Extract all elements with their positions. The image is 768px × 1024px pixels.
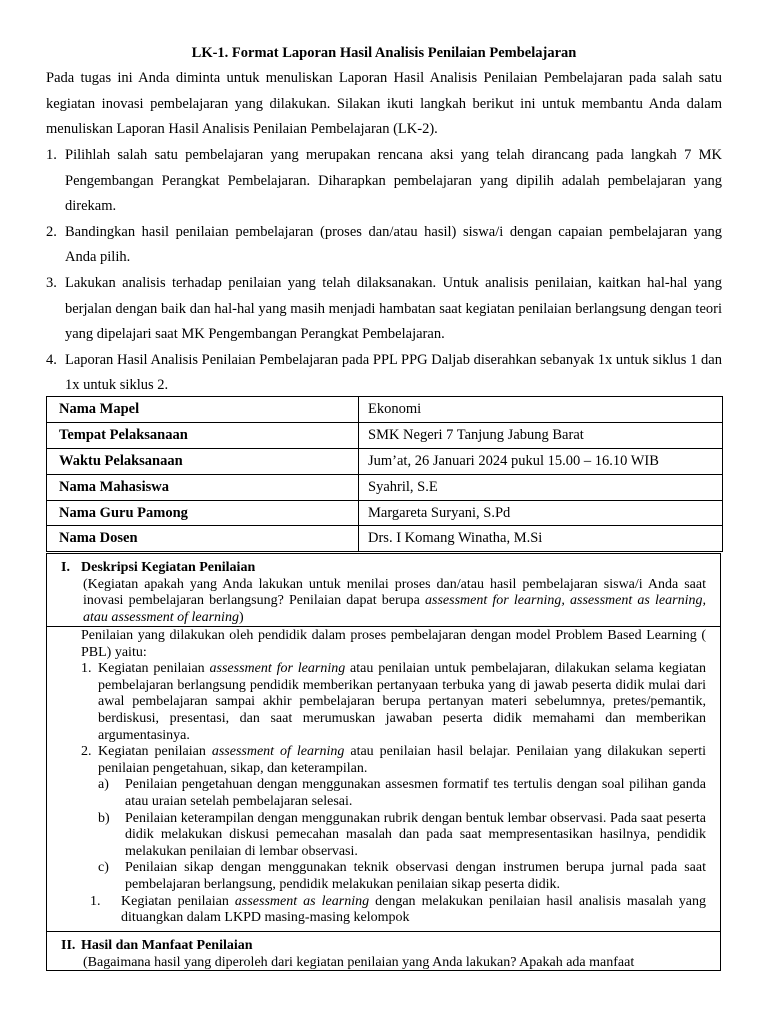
field-value: Ekonomi bbox=[359, 397, 723, 423]
section-heading bbox=[61, 938, 706, 955]
assessment-sublist bbox=[81, 777, 706, 893]
table-row bbox=[47, 526, 723, 552]
step-number: 3. bbox=[46, 274, 57, 291]
instruction-step bbox=[46, 348, 722, 399]
list-item: 1. Kegiatan penilaian assessment as learning dengan melakukan penilaian hasil analisis masalah yang dituangkan dalam LKPD masing-masing kelompok bbox=[90, 893, 706, 926]
section-guidance: (Kegiatan apakah yang Anda lakukan untuk menilai proses dan/atau hasil pembelajaran siswa/i Anda saat inovasi pembelajaran berlangsung? Penilaian dapat berupa assessment for learning, assessment as learning, atau assessment of learning) bbox=[83, 576, 706, 625]
field-label: Tempat Pelaksanaan bbox=[47, 422, 359, 448]
section-heading bbox=[61, 560, 706, 577]
instruction-step bbox=[46, 143, 722, 220]
section-title: Hasil dan Manfaat Penilaian bbox=[81, 938, 253, 953]
section-2-header-box bbox=[46, 931, 721, 971]
section-1-content-box bbox=[46, 626, 721, 932]
field-value: Margareta Suryani, S.Pd bbox=[359, 500, 723, 526]
list-item: a) Penilaian pengetahuan dengan menggunakan assesmen formatif tes tertulis dengan soal pilihan ganda atau uraian setelah pembelajaran selesai. bbox=[98, 777, 706, 809]
section-number: I. bbox=[61, 560, 70, 575]
intro-paragraph: Pada tugas ini Anda diminta untuk menuliskan Laporan Hasil Analisis Penilaian Pembelajaran pada salah satu kegiatan inovasi pembelajaran yang dilakukan. Silakan ikuti langkah berikut ini untuk membantu Anda dalam menuliskan Laporan Hasil Analisis Penilaian Pembelajaran (LK-2). bbox=[46, 70, 722, 138]
table-row bbox=[47, 474, 723, 500]
instruction-step bbox=[46, 220, 722, 271]
instruction-steps bbox=[46, 143, 722, 399]
table-row bbox=[47, 448, 723, 474]
section-guidance: (Bagaimana hasil yang diperoleh dari kegiatan penilaian yang Anda lakukan? Apakah ada manfaat bbox=[83, 954, 635, 970]
instruction-step bbox=[46, 271, 722, 348]
step-number: 1. bbox=[46, 147, 57, 163]
step-number: 2. bbox=[46, 223, 57, 240]
section-title: Deskripsi Kegiatan Penilaian bbox=[81, 560, 256, 575]
step-text: Lakukan analisis terhadap penilaian yang telah dilaksanakan. Untuk analisis penilaian, kaitkan hal-hal yang berjalan dengan baik dan hal-hal yang masih menjadi hambatan saat kegiatan penilaian berlangsung dengan teori yang dipelajari saat MK Pengembangan Perangkat Pembelajaran. bbox=[65, 274, 722, 343]
field-label: Nama Mahasiswa bbox=[47, 474, 359, 500]
item-number: 1. bbox=[90, 893, 101, 909]
content-intro: Penilaian yang dilakukan oleh pendidik dalam proses pembelajaran dengan model Problem Based Learning ( PBL) yaitu: bbox=[81, 628, 706, 660]
field-label: Nama Dosen bbox=[47, 526, 359, 552]
item-letter: b) bbox=[98, 810, 110, 826]
field-label: Nama Mapel bbox=[47, 397, 359, 423]
section-1-header-box bbox=[46, 553, 721, 627]
step-text: Bandingkan hasil penilaian pembelajaran (proses dan/atau hasil) siswa/i dengan capaian pembelajaran yang Anda pilih. bbox=[65, 223, 722, 266]
item-letter: c) bbox=[98, 860, 109, 876]
step-number: 4. bbox=[46, 351, 57, 368]
table-row bbox=[47, 397, 723, 423]
table-row bbox=[47, 422, 723, 448]
step-text: Pilihlah salah satu pembelajaran yang merupakan rencana aksi yang telah dirancang pada langkah 7 MK Pengembangan Perangkat Pembelajaran. Diharapkan pembelajaran yang dipilih adalah pembelajaran yang direkam. bbox=[65, 147, 722, 215]
table-row bbox=[47, 500, 723, 526]
list-item: 2. Kegiatan penilaian assessment of learning atau penilaian hasil belajar. Penilaian yang dilakukan seperti penilaian pengetahuan, sikap, dan keterampilan. bbox=[81, 744, 706, 776]
list-item: 1. Kegiatan penilaian assessment for learning atau penilaian untuk pembelajaran, dilakukan selama kegiatan pembelajaran berlangsung pendidik memberikan pertanyaan terbuka yang di jawab peserta didik mulai dari awal pembelajaran sampai akhir pembelajaran berupa pertanyan materi sebelumnya, pretes/pemantik, berdiskusi, presentasi, dan saat merumuskan jawaban peserta didik memahami dan memberikan argumentasinya. bbox=[81, 661, 707, 743]
field-label: Nama Guru Pamong bbox=[47, 500, 359, 526]
list-item: c) Penilaian sikap dengan menggunakan teknik observasi dengan instrumen berupa jurnal pada saat pembelajaran berlangsung, pendidik melakukan penilaian sikap peserta didik. bbox=[98, 860, 706, 892]
item-letter: a) bbox=[98, 777, 109, 793]
field-value: Syahril, S.E bbox=[359, 474, 723, 500]
field-value: Jum’at, 26 Januari 2024 pukul 15.00 – 16.10 WIB bbox=[359, 448, 723, 474]
field-value: SMK Negeri 7 Tanjung Jabung Barat bbox=[359, 422, 723, 448]
document-title: LK-1. Format Laporan Hasil Analisis Penilaian Pembelajaran bbox=[191, 45, 577, 61]
step-text: Laporan Hasil Analisis Penilaian Pembelajaran pada PPL PPG Daljab diserahkan sebanyak 1x untuk siklus 1 dan 1x untuk siklus 2. bbox=[65, 351, 722, 394]
list-item: b) Penilaian keterampilan dengan menggunakan rubrik dengan bentuk lembar observasi. Pada saat peserta didik melakukan diskusi pemecahan masalah dan pada saat mempresentasikan hasilnya, pendidik melakukan penilaian di lembar observasi. bbox=[98, 810, 706, 859]
section-number: II. bbox=[61, 938, 76, 953]
item-number: 2. bbox=[81, 744, 92, 760]
assessment-list bbox=[81, 661, 706, 777]
field-label: Waktu Pelaksanaan bbox=[47, 448, 359, 474]
info-table bbox=[46, 396, 723, 552]
field-value: Drs. I Komang Winatha, M.Si bbox=[359, 526, 723, 552]
item-number: 1. bbox=[81, 661, 92, 677]
